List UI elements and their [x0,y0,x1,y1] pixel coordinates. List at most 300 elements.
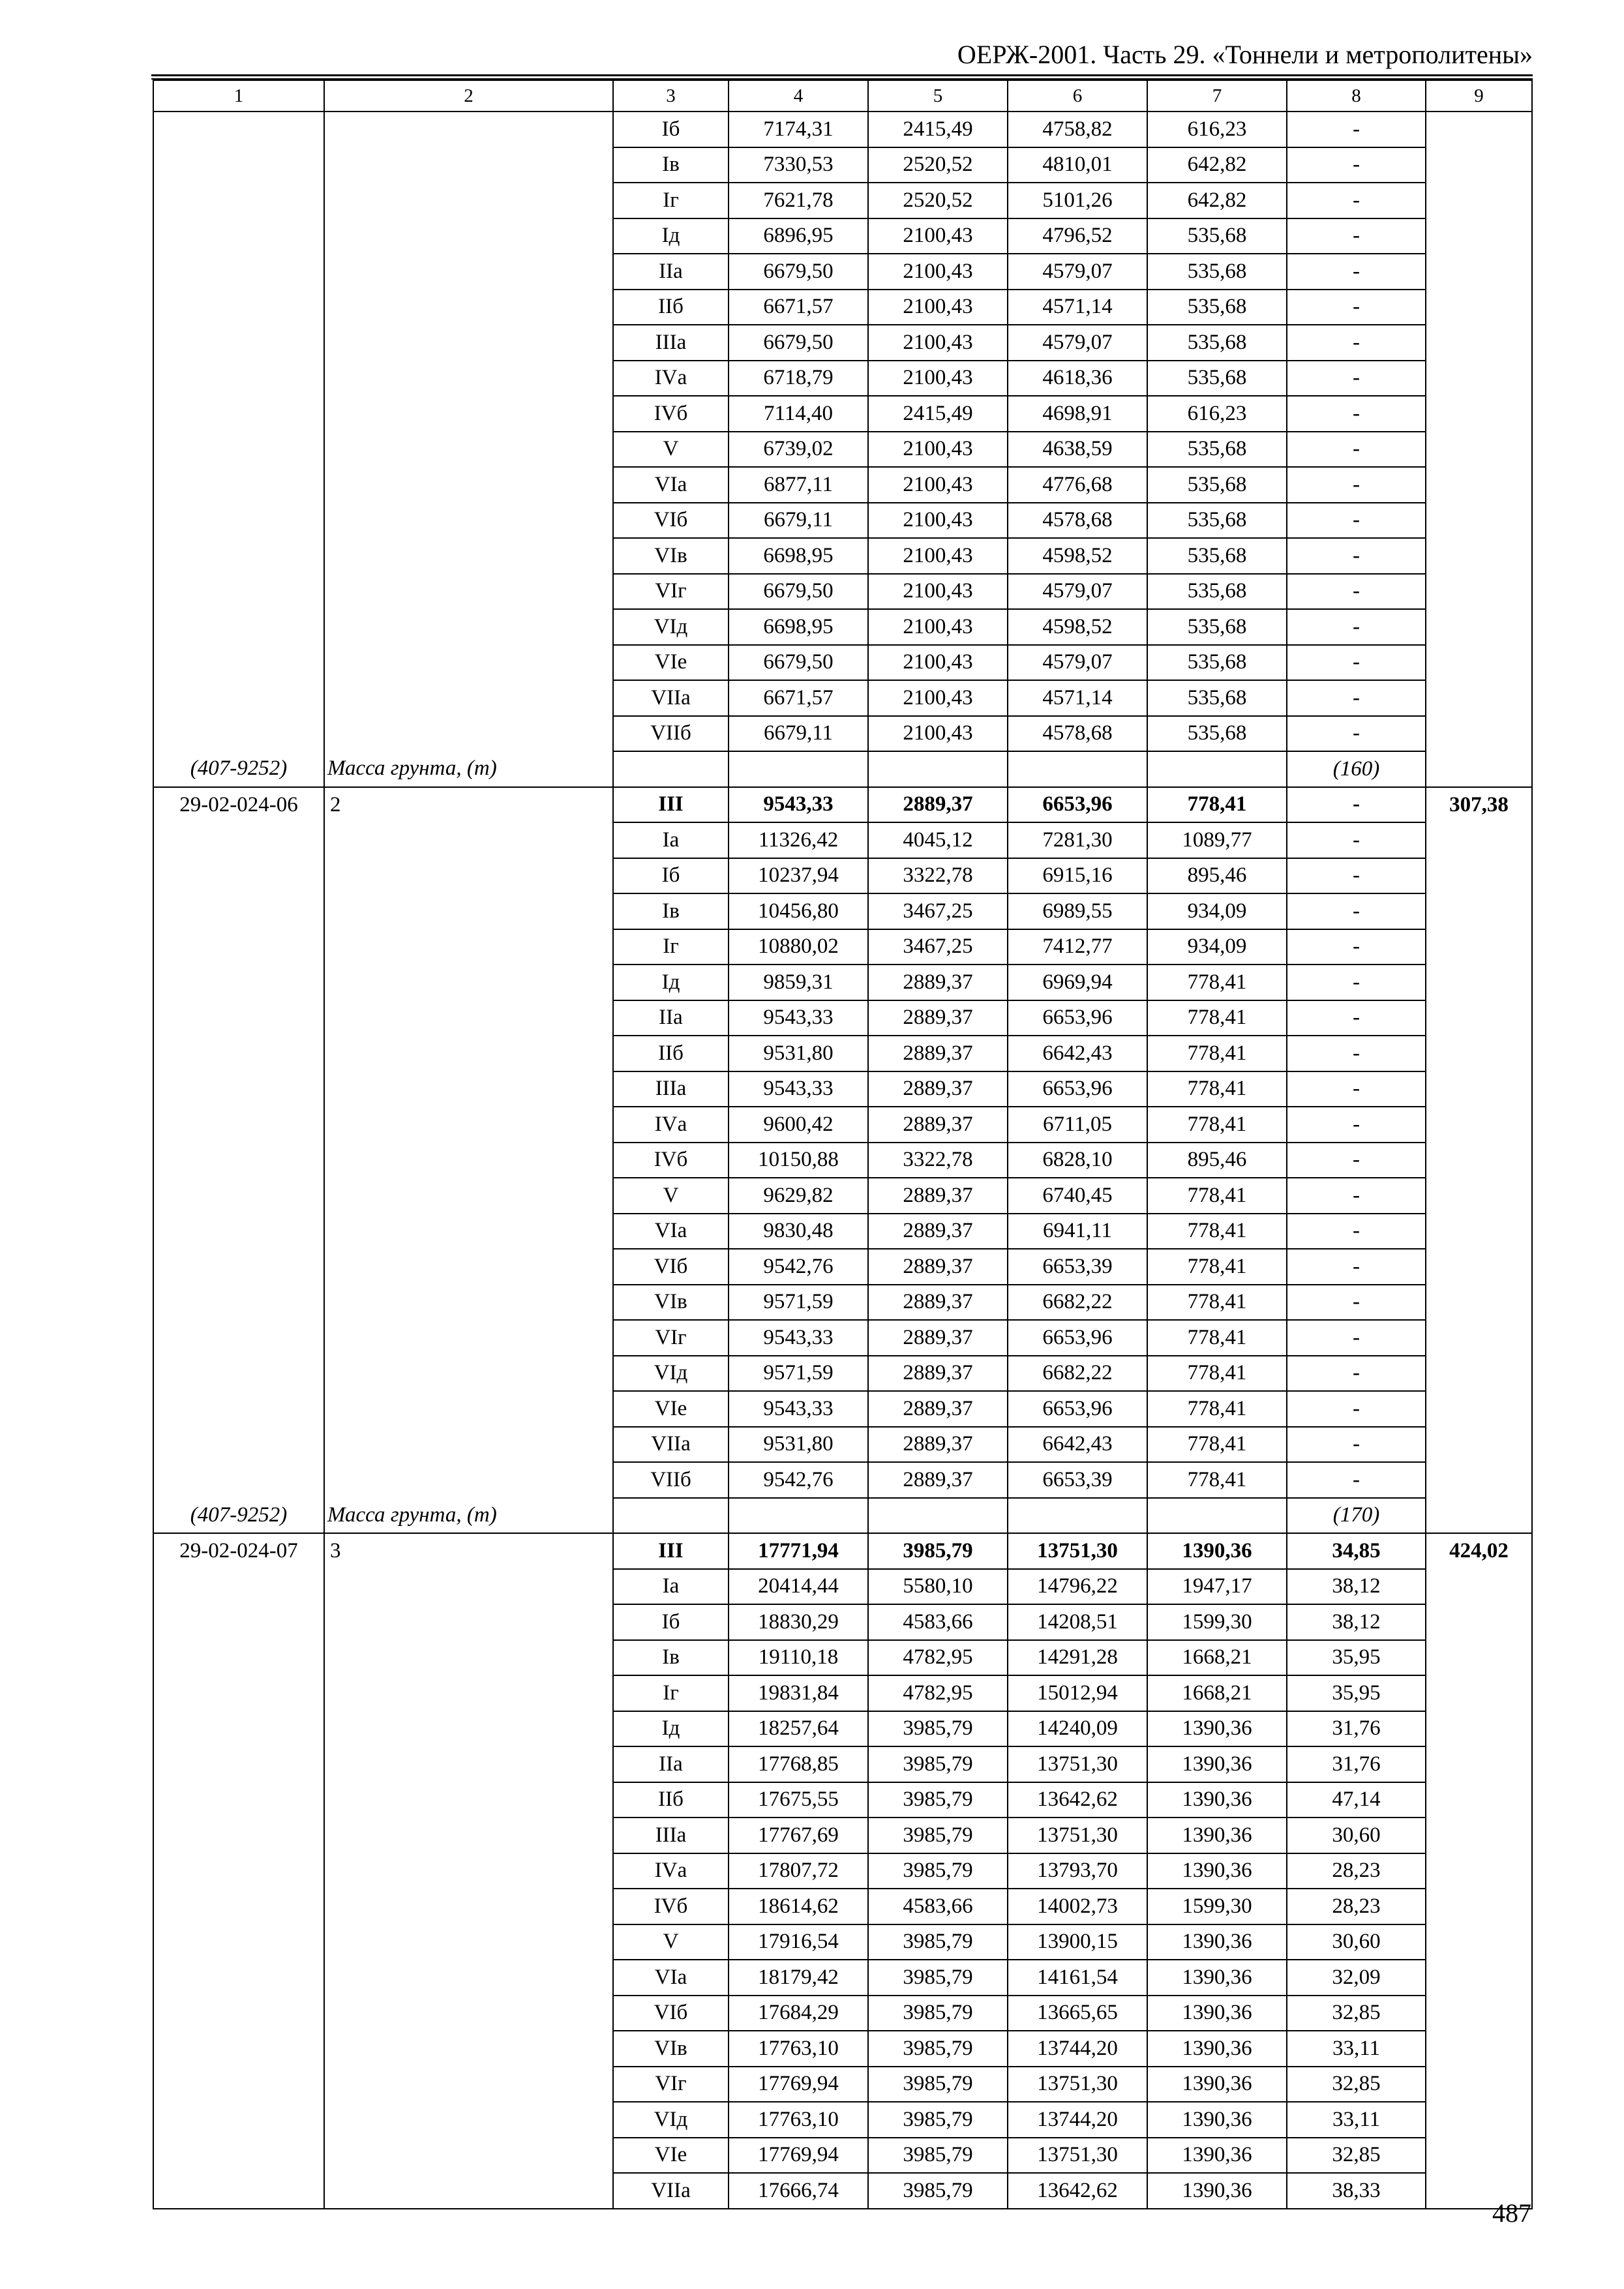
unit-cell [324,147,613,183]
code-cell [153,112,324,147]
table-row [153,1036,1532,1071]
operator-wage-cell: 616,23 [1147,112,1287,147]
unit-cell [324,432,613,468]
table-row [153,1960,1532,1996]
material-cost-cell: - [1287,1285,1426,1321]
code-cell [153,1214,324,1249]
table-row [153,1604,1532,1640]
labor-cell [1426,432,1532,468]
machine-cost-cell: 6969,94 [1008,965,1147,1000]
material-cost-cell: - [1287,290,1426,325]
wage-cell: 2889,37 [868,1285,1008,1321]
zone-cell: V [613,1924,729,1960]
code-cell [153,2173,324,2209]
labor-cell [1426,1498,1532,1534]
zone-cell: VIв [613,1285,729,1321]
zone-cell: VIIб [613,1462,729,1498]
code-cell [153,1604,324,1640]
total-cost-cell: 6679,50 [729,325,868,361]
machine-cost-cell: 13793,70 [1008,1853,1147,1889]
total-cost-cell: 9571,59 [729,1356,868,1392]
operator-wage-cell: 535,68 [1147,538,1287,574]
total-cost-cell: 18179,42 [729,1960,868,1996]
labor-cell [1426,2031,1532,2067]
wage-cell: 4583,66 [868,1889,1008,1924]
code-cell [153,1107,324,1143]
operator-wage-cell: 642,82 [1147,147,1287,183]
wage-cell: 3985,79 [868,1960,1008,1996]
code-cell [153,290,324,325]
operator-wage-cell: 1599,30 [1147,1889,1287,1924]
table-row [153,822,1532,858]
operator-wage-cell: 778,41 [1147,1427,1287,1463]
unit-cell [324,325,613,361]
total-cost-cell: 19831,84 [729,1675,868,1711]
labor-cell [1426,1107,1532,1143]
material-cost-cell: 35,95 [1287,1640,1426,1676]
zone-cell: VIг [613,574,729,610]
labor-cell [1426,1143,1532,1178]
unit-cell [324,112,613,147]
total-cost-cell: 17767,69 [729,1818,868,1853]
code-cell [153,396,324,432]
total-cost-cell: 17666,74 [729,2173,868,2209]
labor-cell [1426,2138,1532,2174]
wage-cell: 3322,78 [868,858,1008,894]
code-cell [153,1143,324,1178]
unit-cell [324,396,613,432]
table-row [153,361,1532,396]
labor-cell [1426,1640,1532,1676]
operator-wage-cell: 1390,36 [1147,1711,1287,1747]
zone-cell: Iа [613,822,729,858]
unit-cell [324,1924,613,1960]
material-cost-cell: - [1287,1356,1426,1392]
operator-wage-cell: 1089,77 [1147,822,1287,858]
unit-cell [324,1960,613,1996]
wage-cell: 2100,43 [868,218,1008,254]
code-cell [153,1427,324,1463]
table-row [153,1853,1532,1889]
code-cell [153,2138,324,2174]
machine-cost-cell: 4810,01 [1008,147,1147,183]
code-cell [153,858,324,894]
labor-cell [1426,1853,1532,1889]
unit-cell [324,1143,613,1178]
zone-cell: VIIа [613,680,729,716]
material-cost-cell: - [1287,1178,1426,1214]
column-number: 1 [153,80,324,112]
labor-cell [1426,751,1532,787]
wage-cell: 2100,43 [868,574,1008,610]
operator-wage-cell: 778,41 [1147,1214,1287,1249]
material-cost-cell: - [1287,147,1426,183]
table-row [153,858,1532,894]
material-cost-cell: 32,85 [1287,1996,1426,2031]
unit-cell [324,965,613,1000]
operator-wage-cell: 535,68 [1147,361,1287,396]
labor-cell [1426,680,1532,716]
wage-cell: 3985,79 [868,2102,1008,2138]
table-row [153,2031,1532,2067]
machine-cost-cell: 13751,30 [1008,1533,1147,1569]
table-row [153,1818,1532,1853]
table-row [153,1462,1532,1498]
wage-cell: 2889,37 [868,1214,1008,1249]
zone-cell: Iб [613,112,729,147]
zone-cell: VIб [613,503,729,539]
labor-cell [1426,1214,1532,1249]
labor-cell [1426,361,1532,396]
column-number: 5 [868,80,1008,112]
machine-cost-cell: 4598,52 [1008,538,1147,574]
unit-cell [324,2067,613,2102]
total-cost-cell: 6671,57 [729,680,868,716]
wage-cell: 3985,79 [868,1853,1008,1889]
code-cell [153,1746,324,1782]
zone-cell: VIа [613,1214,729,1249]
total-cost-cell: 6679,11 [729,716,868,752]
material-cost-cell: - [1287,893,1426,929]
zone-cell: VIг [613,1320,729,1356]
material-cost-cell: (160) [1287,751,1426,787]
total-cost-cell: 10237,94 [729,858,868,894]
machine-cost-cell: 6682,22 [1008,1356,1147,1392]
zone-cell: VIе [613,1391,729,1427]
material-cost-cell: - [1287,1391,1426,1427]
zone-cell: VIв [613,2031,729,2067]
wage-cell: 2889,37 [868,1427,1008,1463]
material-cost-cell: - [1287,965,1426,1000]
zone-cell: IIа [613,1746,729,1782]
operator-wage-cell: 934,09 [1147,893,1287,929]
machine-cost-cell: 14161,54 [1008,1960,1147,1996]
total-cost-cell: 6896,95 [729,218,868,254]
labor-cell [1426,822,1532,858]
operator-wage-cell: 616,23 [1147,396,1287,432]
unit-cell [324,680,613,716]
material-cost-cell: 31,76 [1287,1746,1426,1782]
machine-cost-cell: 4638,59 [1008,432,1147,468]
total-cost-cell: 17768,85 [729,1746,868,1782]
operator-wage-cell: 1390,36 [1147,1746,1287,1782]
unit-cell [324,716,613,752]
unit-cell [324,1462,613,1498]
labor-cell [1426,325,1532,361]
machine-cost-cell: 6642,43 [1008,1427,1147,1463]
machine-cost-cell: 6653,96 [1008,1391,1147,1427]
unit-cell [324,218,613,254]
material-cost-cell: 33,11 [1287,2031,1426,2067]
wage-cell: 2100,43 [868,467,1008,503]
labor-cell [1426,254,1532,290]
operator-wage-cell: 535,68 [1147,716,1287,752]
code-cell [153,1320,324,1356]
wage-cell: 3985,79 [868,1782,1008,1818]
table-row [153,1533,1532,1569]
material-cost-cell: 35,95 [1287,1675,1426,1711]
operator-wage-cell: 1390,36 [1147,1533,1287,1569]
total-cost-cell: 9543,33 [729,1391,868,1427]
unit-cell: 3 [324,1533,613,1569]
zone-cell: IVа [613,1107,729,1143]
material-cost-cell: - [1287,538,1426,574]
operator-wage-cell: 535,68 [1147,254,1287,290]
column-number: 7 [1147,80,1287,112]
wage-cell: 2100,43 [868,645,1008,681]
operator-wage-cell: 895,46 [1147,1143,1287,1178]
unit-cell [324,2031,613,2067]
total-cost-cell: 17769,94 [729,2138,868,2174]
table-row [153,503,1532,539]
zone-cell: VIд [613,1356,729,1392]
material-cost-cell: - [1287,361,1426,396]
unit-cell [324,893,613,929]
labor-cell [1426,1320,1532,1356]
material-cost-cell: - [1287,929,1426,965]
machine-cost-cell: 4598,52 [1008,609,1147,645]
code-cell [153,1178,324,1214]
code-cell [153,1889,324,1924]
unit-cell: Масса грунта, (т) [324,751,613,787]
wage-cell: 3985,79 [868,1924,1008,1960]
table-row [153,609,1532,645]
unit-cell [324,929,613,965]
machine-cost-cell: 6915,16 [1008,858,1147,894]
machine-cost-cell: 4698,91 [1008,396,1147,432]
wage-cell: 2100,43 [868,680,1008,716]
table-row [153,254,1532,290]
labor-cell [1426,467,1532,503]
wage-cell: 4045,12 [868,822,1008,858]
zone-cell: IIа [613,254,729,290]
labor-cell [1426,1391,1532,1427]
material-cost-cell: - [1287,1000,1426,1036]
machine-cost-cell [1008,751,1147,787]
operator-wage-cell: 1390,36 [1147,1818,1287,1853]
table-row [153,183,1532,218]
operator-wage-cell: 778,41 [1147,1391,1287,1427]
wage-cell: 2100,43 [868,503,1008,539]
operator-wage-cell: 778,41 [1147,1000,1287,1036]
zone-cell: Iд [613,965,729,1000]
wage-cell: 2100,43 [868,716,1008,752]
total-cost-cell: 9542,76 [729,1249,868,1285]
soil-mass-row [153,1498,1532,1534]
operator-wage-cell: 535,68 [1147,432,1287,468]
code-cell [153,1818,324,1853]
material-cost-cell: - [1287,503,1426,539]
table-row [153,147,1532,183]
zone-cell: IIIа [613,1071,729,1107]
unit-cell [324,1604,613,1640]
table-row [153,218,1532,254]
operator-wage-cell: 642,82 [1147,183,1287,218]
table-row [153,1675,1532,1711]
unit-cell [324,574,613,610]
code-cell [153,325,324,361]
labor-cell [1426,929,1532,965]
machine-cost-cell: 6653,39 [1008,1249,1147,1285]
wage-cell: 3985,79 [868,2067,1008,2102]
total-cost-cell: 7114,40 [729,396,868,432]
wage-cell [868,1498,1008,1534]
unit-cell [324,1107,613,1143]
machine-cost-cell: 13744,20 [1008,2102,1147,2138]
total-cost-cell: 9543,33 [729,1000,868,1036]
table-row [153,1427,1532,1463]
total-cost-cell: 10456,80 [729,893,868,929]
table-row [153,290,1532,325]
labor-cell [1426,1249,1532,1285]
labor-cell [1426,1071,1532,1107]
machine-cost-cell: 13751,30 [1008,1818,1147,1853]
code-cell [153,680,324,716]
table-row [153,112,1532,147]
table-row [153,2138,1532,2174]
code-cell [153,1249,324,1285]
operator-wage-cell: 535,68 [1147,574,1287,610]
unit-cell [324,1036,613,1071]
table-row [153,965,1532,1000]
machine-cost-cell: 4578,68 [1008,503,1147,539]
table-row [153,1640,1532,1676]
material-cost-cell: - [1287,112,1426,147]
labor-cell [1426,1178,1532,1214]
material-cost-cell: (170) [1287,1498,1426,1534]
unit-cell [324,467,613,503]
table-row [153,574,1532,610]
total-cost-cell: 9543,33 [729,1071,868,1107]
material-cost-cell: 32,85 [1287,2067,1426,2102]
zone-cell: III [613,1533,729,1569]
material-cost-cell: 38,12 [1287,1569,1426,1605]
code-cell [153,1711,324,1747]
material-cost-cell: 32,09 [1287,1960,1426,1996]
machine-cost-cell: 4571,14 [1008,290,1147,325]
code-cell [153,432,324,468]
table-row [153,1711,1532,1747]
wage-cell: 3467,25 [868,929,1008,965]
zone-cell: VIIб [613,716,729,752]
column-number-row [153,80,1532,112]
wage-cell: 2889,37 [868,965,1008,1000]
wage-cell: 2889,37 [868,1320,1008,1356]
zone-cell: V [613,1178,729,1214]
operator-wage-cell: 1390,36 [1147,2067,1287,2102]
wage-cell [868,751,1008,787]
labor-cell [1426,645,1532,681]
machine-cost-cell: 14240,09 [1008,1711,1147,1747]
labor-cell [1426,1746,1532,1782]
operator-wage-cell: 778,41 [1147,1356,1287,1392]
unit-cell [324,503,613,539]
operator-wage-cell: 1668,21 [1147,1675,1287,1711]
zone-cell: III [613,787,729,823]
labor-cell [1426,1036,1532,1071]
code-cell [153,2031,324,2067]
material-cost-cell: 47,14 [1287,1782,1426,1818]
operator-wage-cell: 778,41 [1147,965,1287,1000]
labor-cell [1426,1356,1532,1392]
labor-cell [1426,609,1532,645]
column-number: 3 [613,80,729,112]
table-row [153,1569,1532,1605]
total-cost-cell: 17769,94 [729,2067,868,2102]
material-cost-cell: 31,76 [1287,1711,1426,1747]
material-cost-cell: 28,23 [1287,1889,1426,1924]
total-cost-cell: 6679,50 [729,645,868,681]
unit-cell [324,1320,613,1356]
zone-cell: Iд [613,218,729,254]
operator-wage-cell: 778,41 [1147,1178,1287,1214]
code-cell [153,361,324,396]
wage-cell: 2520,52 [868,183,1008,218]
wage-cell: 2889,37 [868,1071,1008,1107]
material-cost-cell: 33,11 [1287,2102,1426,2138]
code-cell [153,645,324,681]
total-cost-cell: 9543,33 [729,1320,868,1356]
wage-cell: 3985,79 [868,1711,1008,1747]
material-cost-cell: - [1287,609,1426,645]
wage-cell: 2889,37 [868,787,1008,823]
machine-cost-cell: 7412,77 [1008,929,1147,965]
code-cell: 29-02-024-06 [153,787,324,823]
labor-cell [1426,1960,1532,1996]
machine-cost-cell: 4579,07 [1008,645,1147,681]
code-cell [153,183,324,218]
unit-cell [324,2102,613,2138]
material-cost-cell: 32,85 [1287,2138,1426,2174]
labor-cell [1426,1711,1532,1747]
machine-cost-cell: 4579,07 [1008,574,1147,610]
machine-cost-cell: 7281,30 [1008,822,1147,858]
material-cost-cell: - [1287,396,1426,432]
zone-cell: V [613,432,729,468]
table-row [153,1320,1532,1356]
wage-cell: 2520,52 [868,147,1008,183]
total-cost-cell: 6877,11 [729,467,868,503]
table-row [153,893,1532,929]
operator-wage-cell: 1947,17 [1147,1569,1287,1605]
material-cost-cell: - [1287,716,1426,752]
zone-cell: IIб [613,290,729,325]
code-cell [153,2067,324,2102]
column-number: 2 [324,80,613,112]
total-cost-cell: 6679,50 [729,254,868,290]
table-row [153,1391,1532,1427]
machine-cost-cell: 4579,07 [1008,325,1147,361]
labor-cell [1426,1889,1532,1924]
total-cost-cell: 19110,18 [729,1640,868,1676]
table-row [153,1143,1532,1178]
table-row [153,2102,1532,2138]
material-cost-cell: - [1287,822,1426,858]
operator-wage-cell: 1390,36 [1147,2031,1287,2067]
table-row [153,787,1532,823]
machine-cost-cell: 13642,62 [1008,1782,1147,1818]
material-cost-cell: - [1287,645,1426,681]
unit-cell [324,361,613,396]
machine-cost-cell: 13900,15 [1008,1924,1147,1960]
labor-cell [1426,1924,1532,1960]
labor-cell [1426,2102,1532,2138]
total-cost-cell: 6718,79 [729,361,868,396]
zone-cell: VIIа [613,2173,729,2209]
wage-cell: 2889,37 [868,1000,1008,1036]
zone-cell: Iа [613,1569,729,1605]
total-cost-cell: 6679,11 [729,503,868,539]
